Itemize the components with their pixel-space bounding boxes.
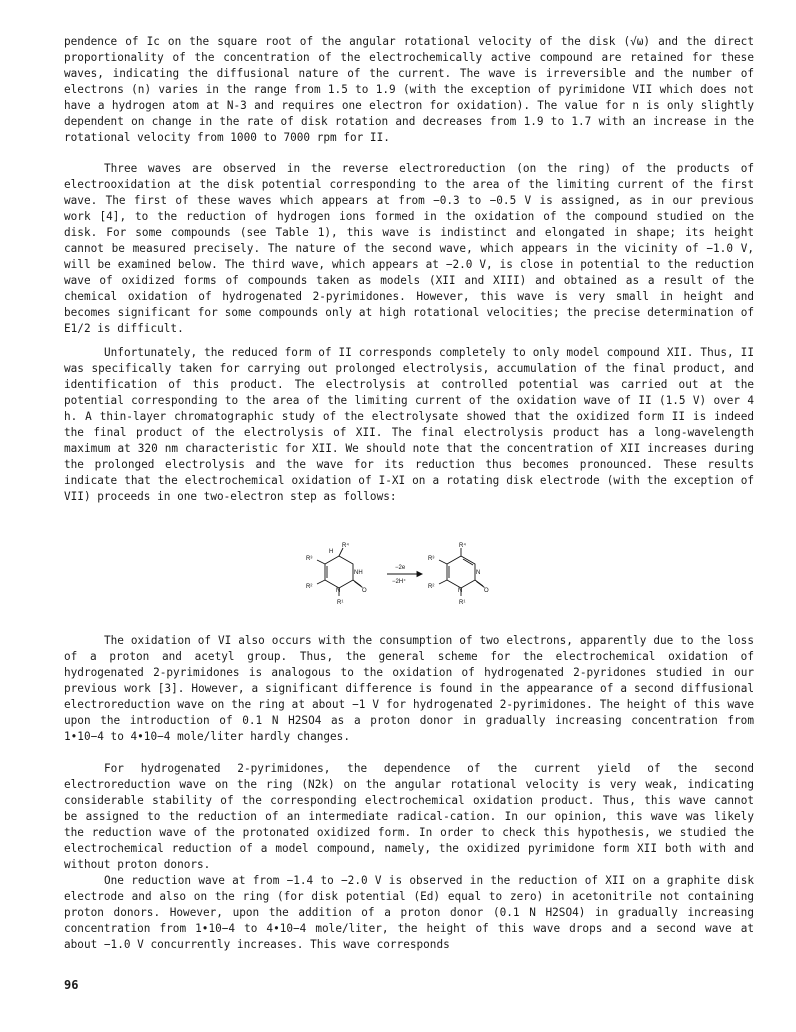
reaction-scheme — [295, 540, 525, 622]
arrow-label-bottom: −2H⁺ — [392, 579, 407, 585]
paragraph-4: The oxidation of VI also occurs with the consumption of two electrons, apparently due to the loss of a proton and acetyl group. Thus, the general scheme for the electrochemical oxidation of hydrogenated 2-pyrimidones is analogous to the oxidation of hydrogenated 2-pyridones studied in our previous work [3]. However, a significant difference is found in the appearance of a second diffusional electroreduction wave on the ring at about −1 V for hydrogenated 2-pyrimidones. The height of this wave upon the introduction of 0.1 N H2SO4 as a proton donor in gradually increasing concentration from 1•10−4 to 4•10−4 mole/liter hardly changes. — [64, 634, 754, 743]
product-label-r2: R² — [428, 584, 435, 590]
paragraph-6: One reduction wave at from −1.4 to −2.0 V is observed in the reduction of XII on a graphite disk electrode and also on the ring (for disk potential (Ed) equal to zero) in acetonitrile not containing proton donors. However, upon the addition of a proton donor (0.1 N H2SO4) in gradually increasing concentration from 1•10−4 to 4•10−4 mole/liter, the height of this wave drops and a second wave at about −1.0 V concurrently increases. This wave corresponds — [64, 874, 754, 951]
page-number: 96 — [64, 978, 79, 992]
product-label-n3: N — [476, 570, 481, 576]
product-label-r4: R⁴ — [459, 543, 466, 549]
product-label-o: O — [484, 588, 489, 594]
reaction-scheme-drawing — [295, 540, 525, 622]
label-r2: R² — [306, 584, 313, 590]
paragraph-1: pendence of Ic on the square root of the angular rotational velocity of the disk (√ω) and the direct proportionality of the concentration of the electrochemically active compound are retained for these waves, indicating the diffusional nature of the current. The wave is irreversible and the number of electrons (n) varies in the range from 1.5 to 1.9 (with the exception of pyrimidone VII which does not have a hydrogen atom at N-3 and requires one electron for oxidation). The value for n is only slightly dependent on change in the rate of disk rotation and decreases from 1.9 to 1.7 with an increase in the rotational velocity from 1000 to 7000 rpm for II. — [64, 35, 754, 144]
product-label-r3: R³ — [428, 556, 435, 562]
label-nh: NH — [354, 570, 363, 576]
product-label-r1: R¹ — [459, 600, 466, 606]
label-o: O — [362, 588, 367, 594]
arrow-label-top: −2e — [395, 565, 406, 571]
product-label-n1: N — [458, 588, 463, 594]
paragraph-2: Three waves are observed in the reverse electroreduction (on the ring) of the products of electrooxidation at the disk potential corresponding to the area of the limiting current of the first wave. The first of these waves which appears at from −0.3 to −0.5 V is assigned, as in our previous work [4], to the reduction of hydrogen ions formed in the oxidation of the compound studied on the disk. For some compounds (see Table 1), this wave is indistinct and elongated in shape; its height cannot be measured precisely. The nature of the second wave, which appears in the vicinity of −1.0 V, will be examined below. The third wave, which appears at −2.0 V, is close in potential to the reduction wave of oxidized forms of compounds taken as models (XII and XIII) and obtained as a result of the chemical oxidation of hydrogenated 2-pyrimidones. However, this wave is very small in height and becomes significant for some compounds only at high rotational velocities; the precise determination of E1/2 is difficult. — [64, 162, 754, 335]
reaction-arrow — [387, 572, 422, 577]
label-r4: R⁴ — [342, 543, 349, 549]
label-r1: R¹ — [337, 600, 344, 606]
label-h: H — [329, 549, 334, 555]
label-n: N — [336, 588, 341, 594]
paragraph-5: For hydrogenated 2-pyrimidones, the dependence of the current yield of the second electroreduction wave on the ring (N2k) on the angular rotational velocity is very weak, indicating considerable stability of the corresponding electrochemical oxidation product. Thus, this wave cannot be assigned to the reduction of an intermediate radical-cation. In our opinion, this wave was likely the reduction wave of the protonated oxidized form. In order to check this hypothesis, we studied the electrochemical reduction of a model compound, namely, the oxidized pyrimidone form XII both with and without proton donors. — [64, 762, 754, 871]
paragraph-3: Unfortunately, the reduced form of II corresponds completely to only model compound XII. Thus, II was specifically taken for carrying out prolonged electrolysis, accumulation of the final product, and identification of this product. The electrolysis at controlled potential was carried out at the potential corresponding to the area of the limiting current of the oxidation wave of II (1.5 V) over 4 h. A thin-layer chromatographic study of the electrolysate showed that the oxidized form II is indeed the final product of the electrolysis of XII. The final electrolysis product has a long-wavelength maximum at 320 nm characteristic for XII. We should note that the concentration of XII increases during the prolonged electrolysis and the wave for its reduction thus becomes pronounced. These results indicate that the electrochemical oxidation of I-XI on a rotating disk electrode (with the exception of VII) proceeds in one two-electron step as follows: — [64, 346, 754, 503]
label-r3: R³ — [306, 556, 313, 562]
